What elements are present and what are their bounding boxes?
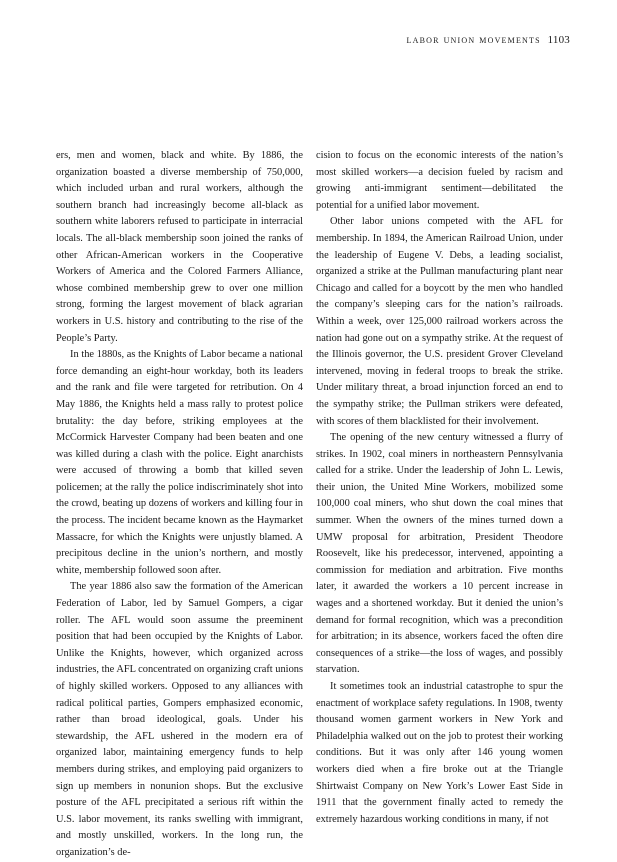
paragraph: Other labor unions competed with the AFL for membership. In 1894, the American Railroad Union, under the leadership of Eugene V. Debs, a leading socialist, organized a strike at the Pullman manufacturing plant near Chicago and called for a boycott by the men who handled the company’s sleeping cars for the nation’s railroads. Within a week, over 125,000 railroad workers across the nation had gone out on a sympathy strike. At the request of the Illinois governor, the U.S. president Grover Cleveland intervened, moving in federal troops to break the strike. Under military threat, a broad injunction forced an end to the sympathy strike; the Pullman strikers were defeated, with scores of them blacklisted for their involvement.	[316, 216, 563, 427]
paragraph: In the 1880s, as the Knights of Labor became a national force demanding an eight-hour workday, both its leaders and the rank and file were targeted for retribution. On 4 May 1886, the Knights held a mass rally to protest police brutality: the day before, striking employees at the McCormick Harvester Company had been beaten and one was killed during a clash with the police. Eight anarchists were accused of throwing a bomb that killed seven policemen; at the rally the police indiscriminately shot into the crowd, beating up dozens of workers and killing four in the process. The incident became known as the Haymarket Massacre, for which the Knights were unjustly blamed. A precipitous decline in the union’s northern, and mostly white, membership followed soon after.	[56, 349, 303, 576]
paragraph: The opening of the new century witnessed a flurry of strikes. In 1902, coal miners in northeastern Pennsylvania called for a strike. Under the leadership of John L. Lewis, their union, the United Mine Workers, mobilized some 100,000 coal miners, who shut down the coal mines that summer. When the owners of the mines turned down a UMW proposal for arbitration, President Theodore Roosevelt, like his predecessor, intervened, appointing a commission for mediation and arbitration. Five months later, it awarded the workers a 10 percent increase in wages and a shortened workday. But it denied the union’s demand for formal recognition, which was a precondition for arbitration; in its absence, workers faced the often dire consequences of a strike—the loss of wages, and possibly starvation.	[316, 432, 563, 676]
left-column	[56, 148, 303, 862]
page-number: 1103	[547, 34, 570, 46]
running-head	[407, 34, 571, 46]
running-title: labor union movements	[406, 34, 541, 46]
paragraph: It sometimes took an industrial catastrophe to spur the enactment of workplace safety regulations. In 1908, twenty thousand women garment workers in New York and Philadelphia walked out on the job to protest their working conditions. But it was only after 146 young women workers died when a fire broke out at the Triangle Shirtwaist Company on New York’s Lower East Side in 1911 that the government finally acted to remedy the extremely hazardous working conditions in many, if not	[316, 681, 563, 825]
paragraph: The year 1886 also saw the formation of the American Federation of Labor, led by Samuel Gompers, a cigar roller. The AFL would soon assume the preeminent position that had been occupied by the Knights of Labor. Unlike the Knights, however, which organized across industries, the AFL concentrated on organizing craft unions of highly skilled workers. Opposed to any alliances with radical political parties, Gompers emphasized economic, rather than broad ideological, goals. Under his stewardship, the AFL ushered in the modern era of organized labor, maintaining emergency funds to help members during strikes, and employing paid organizers to sign up members in nonunion shops. But the exclusive posture of the AFL precipitated a serious rift within the U.S. labor movement, its ranks swelling with immigrant, and mostly unskilled, workers. In the long run, the organization’s de-	[56, 581, 304, 858]
paragraph: ers, men and women, black and white. By 1886, the organization boasted a diverse membership of 750,000, which included urban and rural workers, although the southern branch had increasingly become all-black as southern white laborers refused to participate in interracial locals. The all-black membership soon joined the ranks of other African-American workers in the Cooperative Workers of America and the Colored Farmers Alliance, whose combined membership grew to over one million strong, forming the largest movement of black agrarian workers in U.S. history and contributing to the rise of the People’s Party.	[56, 150, 303, 344]
paragraph: cision to focus on the economic interests of the nation’s most skilled workers—a decision fueled by racism and growing anti-immigrant sentiment—debilitated the potential for a unified labor movement.	[316, 150, 563, 211]
right-column	[316, 148, 563, 828]
